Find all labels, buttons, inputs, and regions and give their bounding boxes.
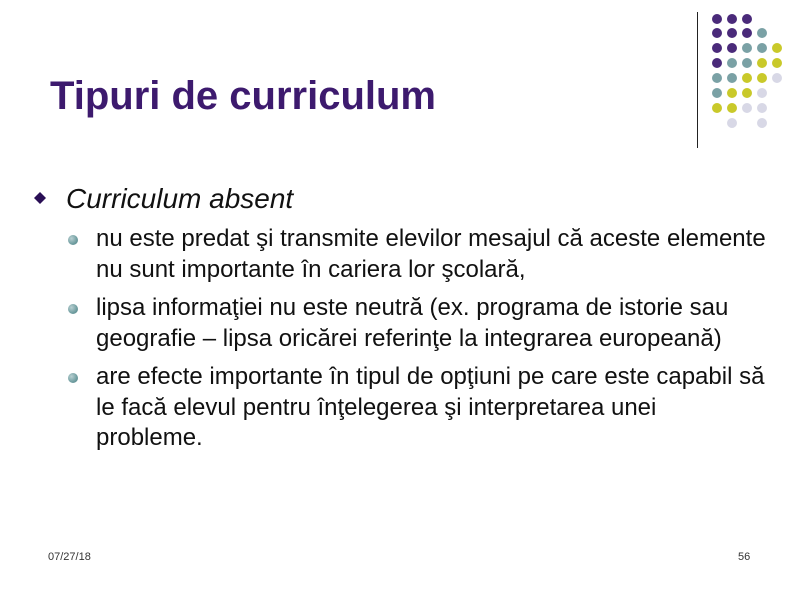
- sub-bullet-text: lipsa informaţiei nu este neutră (ex. programa de istorie sau geografie – lipsa oricărei referinţe la integrarea europeană): [96, 294, 729, 352]
- bullet-circle-icon: [68, 373, 78, 383]
- list-item: [66, 362, 766, 454]
- list-item: [66, 224, 766, 285]
- decorative-dot: [712, 103, 722, 113]
- decorative-dot: [712, 88, 722, 98]
- decorative-dot: [772, 58, 782, 68]
- decorative-dot: [727, 14, 737, 24]
- main-bullet-text: Curriculum absent: [66, 183, 294, 214]
- decorative-dot: [772, 73, 782, 83]
- sub-bullet-list: [66, 224, 766, 462]
- decorative-dot: [772, 43, 782, 53]
- decorative-dot: [757, 88, 767, 98]
- sub-bullet-text: are efecte importante în tipul de opţiuni pe care este capabil să le facă elevul pentru înţelegerea şi interpretarea unei probleme.: [96, 363, 765, 451]
- decorative-dot: [757, 73, 767, 83]
- decorative-dot: [757, 58, 767, 68]
- decorative-dot: [712, 14, 722, 24]
- page-number: 56: [738, 551, 751, 563]
- decorative-dot: [727, 58, 737, 68]
- sub-bullet-text: nu este predat şi transmite elevilor mesajul că aceste elemente nu sunt importante în cariera lor şcolară,: [96, 225, 766, 283]
- decorative-dot: [742, 14, 752, 24]
- decorative-dot: [727, 43, 737, 53]
- decorative-dot: [742, 88, 752, 98]
- bullet-diamond-icon: [34, 192, 46, 204]
- decorative-dot: [712, 58, 722, 68]
- decorative-dot: [742, 73, 752, 83]
- decorative-dot: [727, 28, 737, 38]
- decorative-dot: [712, 73, 722, 83]
- decorative-dot: [742, 28, 752, 38]
- decorative-dot: [727, 118, 737, 128]
- list-item: [66, 293, 766, 354]
- decorative-dot: [742, 43, 752, 53]
- bullet-circle-icon: [68, 235, 78, 245]
- decorative-dot: [727, 73, 737, 83]
- decorative-dot: [757, 28, 767, 38]
- decorative-dot: [712, 43, 722, 53]
- decorative-dot: [757, 103, 767, 113]
- decorative-dot: [757, 43, 767, 53]
- decorative-dot: [742, 103, 752, 113]
- decorative-dot: [742, 58, 752, 68]
- footer-date: 07/27/18: [48, 551, 91, 563]
- slide-title: Tipuri de curriculum: [50, 74, 436, 118]
- bullet-circle-icon: [68, 304, 78, 314]
- decorative-dot: [727, 88, 737, 98]
- decorative-dot-grid: [0, 0, 800, 160]
- decorative-dot: [757, 118, 767, 128]
- decorative-dot: [712, 28, 722, 38]
- decorative-dot: [727, 103, 737, 113]
